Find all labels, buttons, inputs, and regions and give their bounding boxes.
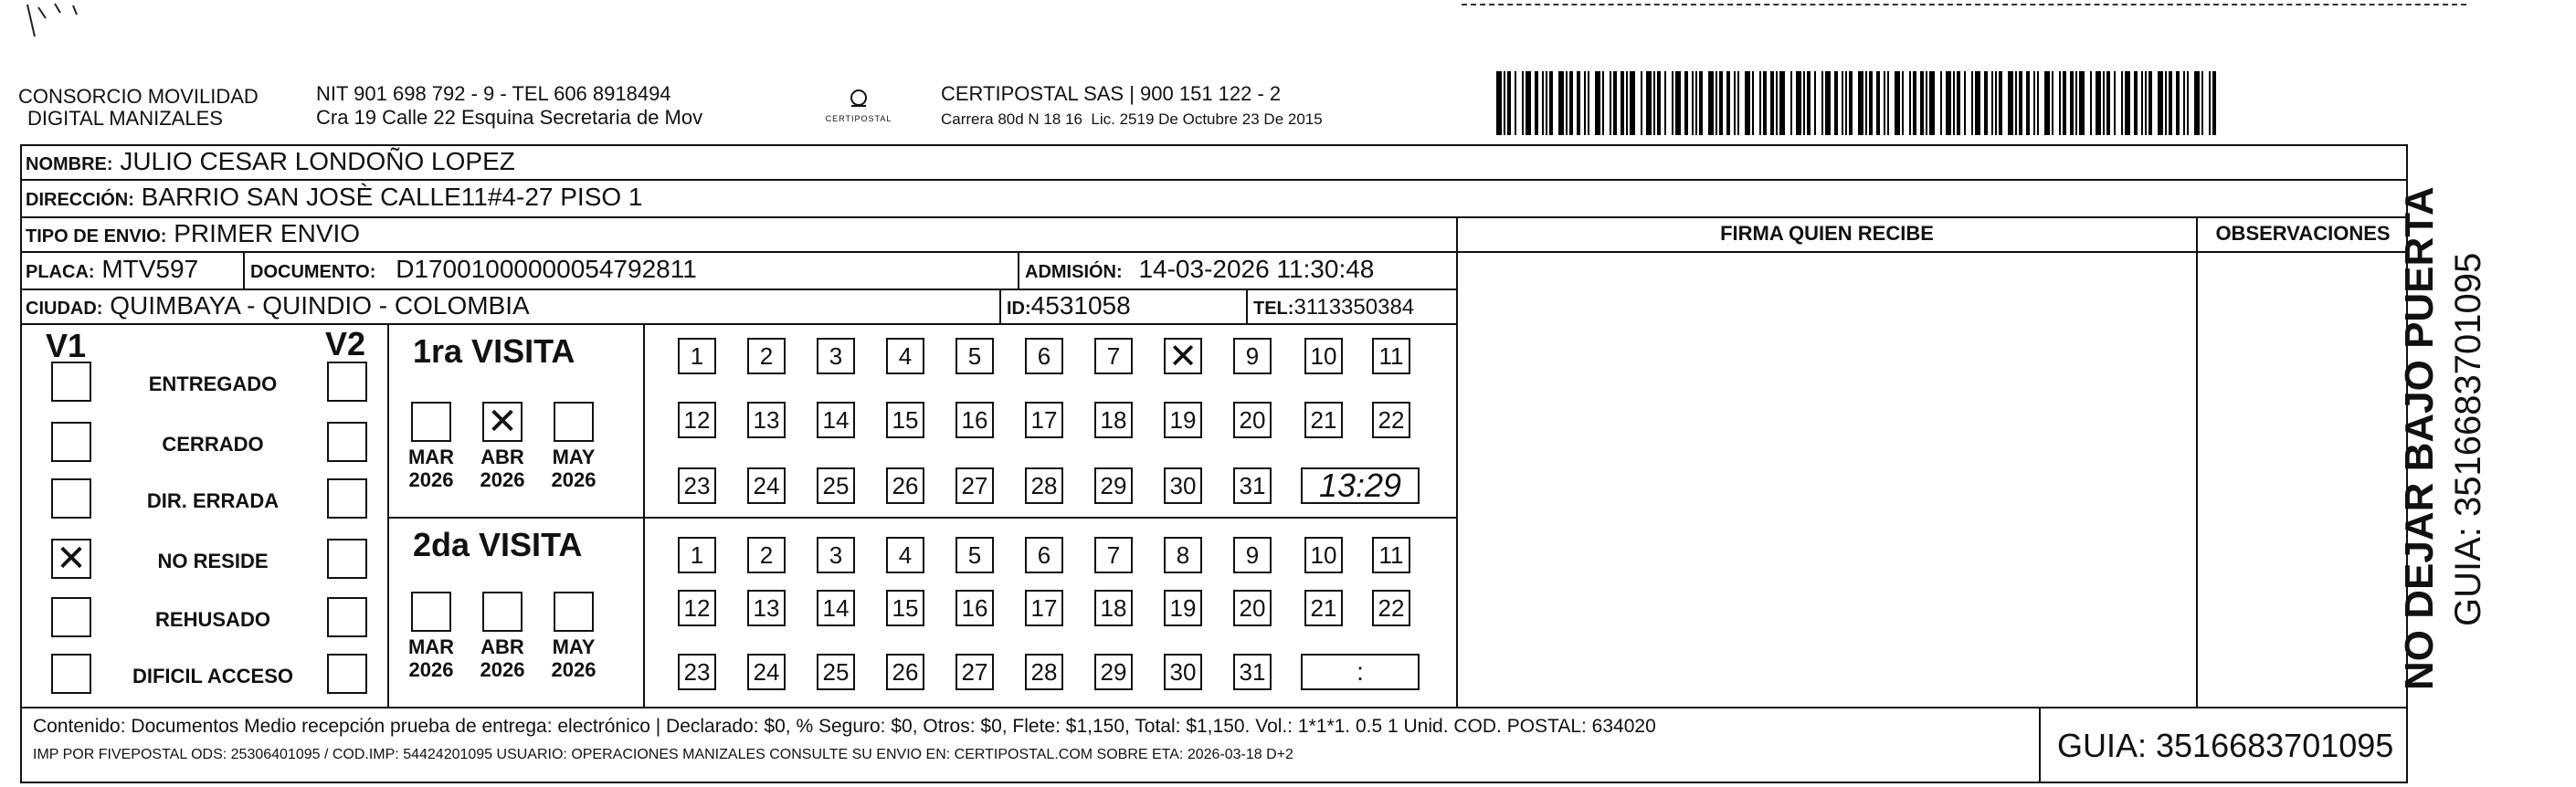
v2-checkbox[interactable] — [327, 362, 367, 402]
barcode-bar — [2145, 71, 2147, 135]
barcode-bar — [1610, 71, 1611, 135]
day-box[interactable]: 15 — [886, 402, 924, 438]
day-box[interactable]: 9 — [1233, 338, 1272, 374]
v2-label: V2 — [325, 325, 366, 362]
admission-row — [1025, 254, 1374, 288]
name-value: JULIO CESAR LONDOÑO LOPEZ — [120, 147, 515, 175]
day-box[interactable]: 16 — [955, 590, 994, 626]
barcode-bar — [2033, 71, 2035, 135]
barcode-bar — [2096, 71, 2101, 135]
id-row — [1007, 290, 1131, 324]
day-box[interactable]: 31 — [1233, 654, 1272, 690]
barcode-bar — [2209, 71, 2211, 135]
barcode-bar — [2059, 71, 2061, 135]
side-warning: NO DEJAR BAJO PUERTA — [2397, 186, 2442, 690]
status-label: NO RESIDE — [157, 550, 269, 572]
barcode-bar — [1507, 71, 1511, 135]
day-box[interactable]: 14 — [817, 590, 855, 626]
day-box[interactable]: 14 — [817, 402, 855, 438]
barcode-bar — [1734, 71, 1736, 135]
month-year: 2026 — [480, 468, 525, 491]
day-box[interactable]: 13 — [747, 402, 786, 438]
day-box[interactable]: 6 — [1025, 537, 1063, 573]
v1-checkbox[interactable]: ✕ — [51, 539, 91, 579]
barcode-bar — [1834, 71, 1838, 135]
month-year: 2026 — [551, 468, 596, 491]
month-label — [402, 635, 460, 681]
day-box[interactable]: 17 — [1025, 590, 1063, 626]
v2-checkbox[interactable] — [327, 539, 367, 579]
col-divider — [643, 323, 645, 707]
barcode-bar — [1613, 71, 1617, 135]
logo-text: CERTIPOSTAL — [825, 114, 892, 123]
barcode-bar — [1542, 71, 1544, 135]
barcode-bar — [1675, 71, 1681, 135]
day-box[interactable]: 25 — [817, 467, 855, 504]
barcode-bar — [1522, 71, 1524, 135]
barcode-bar — [1719, 71, 1723, 135]
signature-header: FIRMA QUIEN RECIBE — [1720, 222, 1934, 245]
company-line-1: CONSORCIO MOVILIDAD — [18, 85, 259, 108]
barcode-bar — [1695, 71, 1697, 135]
col-divider — [999, 289, 1001, 323]
barcode-bar — [1745, 71, 1750, 135]
v1-checkbox[interactable] — [51, 422, 91, 462]
document-row — [250, 254, 697, 288]
barcode-bar — [2090, 71, 2092, 135]
barcode-bar — [1821, 71, 1823, 135]
barcode-bar — [1876, 71, 1880, 135]
v2-checkbox[interactable] — [327, 478, 367, 519]
first-visit-title: 1ra VISITA — [413, 332, 575, 370]
barcode-bar — [1546, 71, 1547, 135]
col-divider — [1018, 251, 1019, 289]
time-field[interactable]: 13:29 — [1301, 467, 1420, 504]
barcode-bar — [1984, 71, 1988, 135]
month-name: MAR — [407, 446, 455, 468]
day-box[interactable]: 29 — [1094, 467, 1133, 504]
day-box[interactable]: 19 — [1164, 590, 1202, 626]
barcode-bar — [2037, 71, 2039, 135]
day-box[interactable]: 21 — [1304, 590, 1343, 626]
barcode-bar — [1946, 71, 1951, 135]
month-year: 2026 — [480, 658, 525, 681]
month-label — [402, 446, 460, 491]
tel-label: TEL: — [1253, 299, 1294, 319]
barcode-bar — [1535, 71, 1538, 135]
top-dashed-line — [1462, 4, 2466, 5]
month-checkbox[interactable] — [554, 592, 594, 632]
day-box[interactable]: 24 — [747, 467, 786, 504]
month-name: MAY — [552, 446, 596, 468]
carrier-line-1: CERTIPOSTAL SAS | 900 151 122 - 2 — [941, 82, 1282, 105]
address-value: BARRIO SAN JOSÈ CALLE11#4-27 PISO 1 — [141, 183, 643, 211]
barcode-bar — [2134, 71, 2138, 135]
day-box[interactable]: 12 — [678, 402, 716, 438]
nit-line-2: Cra 19 Calle 22 Esquina Secretaria de Mov — [316, 106, 703, 129]
barcode-bar — [1825, 71, 1831, 135]
barcode-bar — [1991, 71, 1993, 135]
barcode-bar — [1684, 71, 1688, 135]
day-box[interactable]: 11 — [1372, 537, 1410, 573]
day-box[interactable]: 18 — [1094, 402, 1133, 438]
barcode-bar — [1895, 71, 1900, 135]
plate-row — [26, 254, 198, 288]
barcode-bar — [1865, 71, 1867, 135]
signature-area[interactable] — [1458, 253, 2196, 707]
v1-checkbox[interactable] — [51, 362, 91, 402]
barcode-bar — [2148, 71, 2152, 135]
barcode-bar — [1887, 71, 1889, 135]
barcode-bar — [1845, 71, 1847, 135]
handwritten-scribble — [18, 0, 201, 55]
v1-checkbox[interactable] — [51, 654, 91, 694]
barcode-bar — [1953, 71, 1955, 135]
day-box[interactable]: 29 — [1094, 654, 1133, 690]
barcode-bar — [2194, 71, 2200, 135]
barcode-bar — [1752, 71, 1754, 135]
barcode-bar — [2079, 71, 2085, 135]
barcode-bar — [1584, 71, 1586, 135]
day-box[interactable]: 1 — [678, 537, 716, 573]
barcode-bar — [1726, 71, 1730, 135]
city-label: CIUDAD: — [26, 299, 103, 319]
address-row — [26, 182, 643, 215]
month-label — [473, 446, 532, 491]
barcode-bar — [1842, 71, 1843, 135]
day-box[interactable]: 30 — [1164, 467, 1202, 504]
content-line: Contenido: Documentos Medio recepción prueba de entrega: electrónico | Declarado: $0, % Seguro: $0, Otros: $0, Flete: $1,150, Total: $1,150. Vol.: 1*1*1. 0.5 1 Unid. COD. POSTAL: 634020 — [33, 716, 1656, 737]
month-name: MAY — [552, 635, 596, 658]
day-box[interactable]: 20 — [1233, 590, 1272, 626]
status-label: DIR. ERRADA — [146, 489, 280, 512]
barcode-bar — [1549, 71, 1553, 135]
shipment-type-label: TIPO DE ENVIO: — [26, 226, 167, 247]
barcode-bar — [1909, 71, 1911, 135]
day-box[interactable]: 18 — [1094, 590, 1133, 626]
barcode-bar — [2052, 71, 2053, 135]
barcode-bar — [2075, 71, 2077, 135]
day-box[interactable]: 22 — [1372, 590, 1410, 626]
barcode-bar — [1646, 71, 1652, 135]
day-box[interactable]: 22 — [1372, 402, 1410, 438]
barcode-bar — [1504, 71, 1505, 135]
barcode-bar — [1737, 71, 1739, 135]
col-divider — [2039, 707, 2041, 783]
day-box[interactable]: 7 — [1094, 537, 1133, 573]
day-box[interactable]: 2 — [747, 338, 786, 374]
col-divider — [387, 323, 389, 707]
name-label: NOMBRE: — [26, 154, 113, 174]
barcode-bar — [2063, 71, 2066, 135]
barcode-bar — [1630, 71, 1635, 135]
document-label: DOCUMENTO: — [250, 262, 376, 282]
barcode-bar — [2158, 71, 2163, 135]
plate-label: PLACA: — [26, 262, 95, 282]
day-box[interactable]: 5 — [955, 537, 994, 573]
barcode-bar — [2125, 71, 2130, 135]
month-year: 2026 — [408, 468, 454, 491]
barcode-bar — [1708, 71, 1714, 135]
barcode-bar — [2165, 71, 2167, 135]
day-box[interactable]: 13 — [747, 590, 786, 626]
barcode-bar — [1602, 71, 1604, 135]
day-box[interactable]: 21 — [1304, 402, 1343, 438]
day-box[interactable]: 8 — [1164, 537, 1202, 573]
side-guide: GUIA: 3516683701095 — [2448, 252, 2488, 626]
day-box[interactable]: 23 — [678, 467, 716, 504]
barcode-bar — [1699, 71, 1703, 135]
month-year: 2026 — [408, 658, 454, 681]
barcode — [1496, 71, 2227, 135]
day-box[interactable]: 27 — [955, 654, 994, 690]
barcode-bar — [1566, 71, 1568, 135]
barcode-bar — [1858, 71, 1863, 135]
barcode-bar — [1884, 71, 1885, 135]
barcode-bar — [2026, 71, 2030, 135]
day-box[interactable]: 26 — [886, 467, 924, 504]
barcode-bar — [1569, 71, 1573, 135]
barcode-bar — [1920, 71, 1924, 135]
month-checkbox[interactable] — [411, 402, 451, 442]
barcode-bar — [1496, 71, 1502, 135]
barcode-bar — [1957, 71, 1960, 135]
barcode-bar — [1626, 71, 1628, 135]
barcode-bar — [2019, 71, 2022, 135]
day-box[interactable]: 28 — [1025, 467, 1063, 504]
month-name: ABR — [480, 635, 524, 658]
month-label — [544, 446, 603, 491]
barcode-bar — [1588, 71, 1589, 135]
month-checkbox[interactable] — [482, 592, 523, 632]
day-box[interactable]: 28 — [1025, 654, 1063, 690]
city-row — [26, 290, 530, 324]
observations-header: OBSERVACIONES — [2215, 222, 2391, 245]
month-checkbox[interactable] — [554, 402, 594, 442]
barcode-bar — [1940, 71, 1942, 135]
day-box[interactable]: 23 — [678, 654, 716, 690]
barcode-bar — [2121, 71, 2123, 135]
barcode-bar — [1803, 71, 1805, 135]
second-visit-title: 2da VISITA — [413, 526, 583, 563]
barcode-bar — [1869, 71, 1873, 135]
barcode-bar — [1692, 71, 1694, 135]
day-box[interactable]: 15 — [886, 590, 924, 626]
v1-label: V1 — [46, 327, 87, 364]
month-name: MAR — [407, 635, 455, 658]
observations-area[interactable] — [2198, 253, 2408, 707]
status-label: CERRADO — [162, 433, 264, 456]
barcode-bar — [1657, 71, 1661, 135]
day-box[interactable]: 9 — [1233, 537, 1272, 573]
carrier-line-2: Carrera 80d N 18 16 Lic. 2519 De Octubre 23 De 2015 — [941, 110, 1323, 128]
barcode-bar — [1776, 71, 1778, 135]
barcode-bar — [1790, 71, 1792, 135]
day-box[interactable]: 5 — [955, 338, 994, 374]
barcode-bar — [2015, 71, 2017, 135]
status-label: ENTREGADO — [148, 373, 278, 395]
company-line-2: DIGITAL MANIZALES — [27, 107, 223, 130]
day-box[interactable]: 4 — [886, 338, 924, 374]
barcode-bar — [2103, 71, 2105, 135]
admission-value: 14-03-2026 11:30:48 — [1138, 255, 1375, 283]
day-box[interactable]: 1 — [678, 338, 716, 374]
visit-divider — [387, 517, 1456, 519]
barcode-bar — [1595, 71, 1600, 135]
certipostal-logo — [813, 88, 904, 123]
barcode-bar — [1975, 71, 1980, 135]
barcode-bar — [1999, 71, 2002, 135]
v1-checkbox[interactable] — [51, 478, 91, 519]
barcode-bar — [1621, 71, 1624, 135]
month-label — [473, 635, 532, 681]
barcode-bar — [2106, 71, 2110, 135]
barcode-bar — [1814, 71, 1816, 135]
barcode-bar — [1913, 71, 1916, 135]
barcode-bar — [2141, 71, 2143, 135]
barcode-bar — [1653, 71, 1655, 135]
day-box[interactable]: 19 — [1164, 402, 1202, 438]
plate-value: MTV597 — [101, 255, 199, 283]
barcode-bar — [2187, 71, 2189, 135]
day-box[interactable]: 10 — [1304, 338, 1343, 374]
day-box[interactable]: 3 — [817, 537, 855, 573]
barcode-bar — [1902, 71, 1904, 135]
barcode-bar — [2201, 71, 2203, 135]
barcode-bar — [1577, 71, 1580, 135]
col-divider — [243, 251, 245, 289]
col-divider — [1246, 289, 1248, 323]
day-box[interactable]: 12 — [678, 590, 716, 626]
barcode-bar — [1807, 71, 1811, 135]
day-box[interactable]: 10 — [1304, 537, 1343, 573]
day-box[interactable]: 4 — [886, 537, 924, 573]
barcode-bar — [1526, 71, 1531, 135]
v2-checkbox[interactable] — [327, 597, 367, 637]
barcode-bar — [1716, 71, 1717, 135]
barcode-bar — [2008, 71, 2013, 135]
barcode-bar — [2212, 71, 2216, 135]
day-box[interactable]: 24 — [747, 654, 786, 690]
day-box[interactable]: 16 — [955, 402, 994, 438]
document-value: D17001000000054792811 — [396, 255, 697, 283]
shipment-type-row — [26, 218, 360, 252]
barcode-bar — [1929, 71, 1935, 135]
v2-checkbox[interactable] — [327, 654, 367, 694]
day-box[interactable]: 27 — [955, 467, 994, 504]
id-label: ID: — [1007, 299, 1031, 319]
day-box[interactable]: 6 — [1025, 338, 1063, 374]
tel-row — [1253, 292, 1414, 324]
v1-checkbox[interactable] — [51, 597, 91, 637]
barcode-bar — [2169, 71, 2172, 135]
barcode-bar — [1664, 71, 1666, 135]
barcode-bar — [2183, 71, 2185, 135]
barcode-bar — [1672, 71, 1673, 135]
barcode-bar — [1759, 71, 1761, 135]
row-divider — [20, 216, 2408, 218]
barcode-bar — [1849, 71, 1853, 135]
nit-line-1: NIT 901 698 792 - 9 - TEL 606 8918494 — [316, 82, 671, 105]
row-divider — [20, 707, 2408, 708]
address-label: DIRECCIÓN: — [26, 190, 134, 210]
barcode-bar — [1964, 71, 1966, 135]
month-checkbox[interactable] — [411, 592, 451, 632]
barcode-bar — [1779, 71, 1785, 135]
day-box[interactable]: ✕ — [1164, 338, 1202, 374]
day-box[interactable]: 30 — [1164, 654, 1202, 690]
imp-line: IMP POR FIVEPOSTAL ODS: 25306401095 / COD.IMP: 54424201095 USUARIO: OPERACIONES MANIZALES CONSULTE SU ENVIO EN: CERTIPOSTAL.COM SOBRE ETA: 2026-03-18 D+2 — [33, 747, 1293, 762]
month-label — [544, 635, 603, 681]
barcode-bar — [1926, 71, 1927, 135]
footer-guide: GUIA: 3516683701095 — [2057, 727, 2394, 764]
day-box[interactable]: 25 — [817, 654, 855, 690]
tel-value: 3113350384 — [1293, 295, 1415, 320]
barcode-bar — [1515, 71, 1516, 135]
day-box[interactable]: 11 — [1372, 338, 1410, 374]
v2-checkbox[interactable] — [327, 422, 367, 462]
city-value: QUIMBAYA - QUINDIO - COLOMBIA — [110, 291, 530, 320]
barcode-bar — [2114, 71, 2116, 135]
day-box[interactable]: 20 — [1233, 402, 1272, 438]
month-checkbox[interactable]: ✕ — [482, 402, 523, 442]
barcode-bar — [2070, 71, 2074, 135]
shipment-type-value: PRIMER ENVIO — [174, 219, 361, 247]
day-box[interactable]: 2 — [747, 537, 786, 573]
day-box[interactable]: 3 — [817, 338, 855, 374]
day-box[interactable]: 26 — [886, 654, 924, 690]
time-field[interactable]: : — [1301, 654, 1420, 690]
admission-label: ADMISIÓN: — [1025, 262, 1123, 282]
barcode-bar — [1995, 71, 1997, 135]
day-box[interactable]: 17 — [1025, 402, 1063, 438]
barcode-bar — [1558, 71, 1564, 135]
day-box[interactable]: 31 — [1233, 467, 1272, 504]
barcode-bar — [1770, 71, 1774, 135]
barcode-bar — [1763, 71, 1767, 135]
barcode-bar — [2044, 71, 2050, 135]
month-name: ABR — [480, 446, 524, 468]
month-year: 2026 — [551, 658, 596, 681]
status-label: REHUSADO — [155, 608, 270, 631]
barcode-bar — [1971, 71, 1973, 135]
status-label: DIFICIL ACCESO — [132, 665, 293, 687]
id-value: 4531058 — [1030, 291, 1131, 320]
name-row — [26, 146, 515, 180]
day-box[interactable]: 7 — [1094, 338, 1133, 374]
barcode-bar — [1796, 71, 1801, 135]
barcode-bar — [1641, 71, 1642, 135]
barcode-bar — [2176, 71, 2180, 135]
